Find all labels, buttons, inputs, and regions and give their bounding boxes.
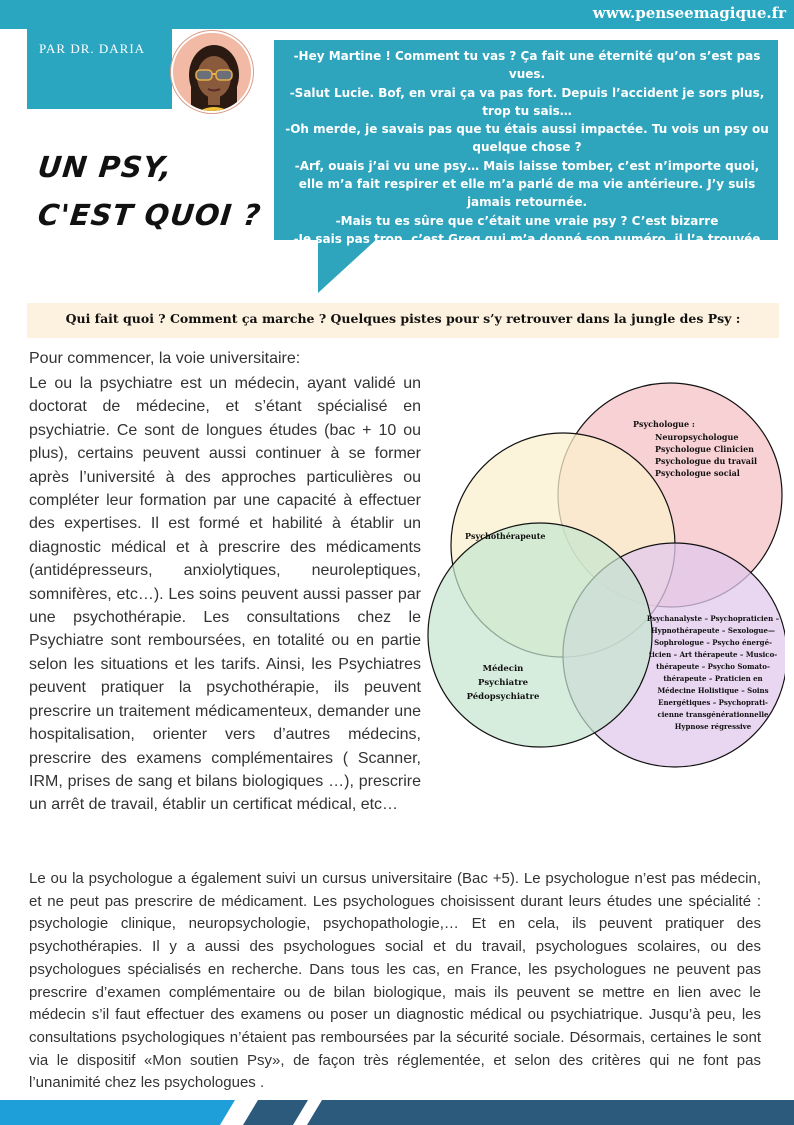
venn-psychologue-item: Psychologue Clinicien — [655, 444, 754, 454]
question-heading: Qui fait quoi ? Comment ça marche ? Quelques pistes pour s’y retrouver dans la jungle des Psy : — [65, 311, 741, 326]
venn-alternatives-line: ticien – Art thérapeute – Musico- — [648, 650, 778, 659]
footer-stripe — [243, 1100, 308, 1125]
venn-alternatives-line: Energétiques – Psychoprati- — [658, 698, 768, 707]
venn-medecin-line: Psychiatre — [477, 678, 529, 688]
venn-medecin-line: Pédopsychiatre — [466, 692, 540, 702]
footer-stripe — [307, 1100, 794, 1125]
top-bar — [0, 0, 794, 29]
venn-psychologue-item: Psychologue du travail — [655, 456, 758, 466]
venn-diagram — [425, 380, 785, 780]
question-band — [27, 303, 779, 338]
dialogue-line: -Je sais pas trop, c’est Greg qui m’a donné son numéro, il l’a trouvée sur FB. — [293, 231, 761, 265]
venn-alternatives-line: Psychanalyste – Psychopraticien – — [646, 614, 780, 623]
venn-psychotherapeute-label: Psychothérapeute — [465, 531, 546, 541]
venn-psychologue-item: Psychologue social — [655, 468, 740, 478]
page-title-line1: UN PSY, — [36, 150, 175, 184]
venn-psychologue-item: Neuropsychologue — [655, 432, 739, 442]
psychologue-paragraph: Le ou la psychologue a également suivi un cursus universitaire (Bac +5). Le psychologue n’est pas médecin, et ne peut pas prescrire de médicament. Les psychologues choisissent durant leurs études une spécialité : psychologie clinique, neuropsychologie, psychopathologie,… Et en cela, ils peuvent pratiquer des psychothérapies. Il y a aussi des psychologues social et du travail, psychologues scolaires, ou des psychologues spécialisés en recherche. Dans tous les cas, en France, les psychologues ne peuvent pas prescrire d’examen complémentaire ou de bilan biologique, mais ils peuvent se mettre en lien avec le médecin s’il faut effectuer des examens ou poser un diagnostic médical ou psychiatrique. Jusqu’à peu, les consultations psychologiques n’étaient pas remboursées par la sécurité sociale. Désormais, certaines le sont via le dispositif «Mon soutien Psy», de façon très réglementée, et selon des critères qui ne font pas l’unanimité chez les psychologues . — [29, 870, 761, 1092]
venn-circle-medecin — [428, 523, 652, 747]
site-url[interactable]: www.penseemagique.fr — [592, 4, 786, 22]
venn-alternatives-line: thérapeute – Praticien en — [663, 674, 763, 683]
dialogue-text — [284, 47, 770, 267]
psychiatre-paragraph: Le ou la psychiatre est un médecin, ayant validé un doctorat de médecine, et s’étant spécialisé en psychiatrie. Ce sont de longues études (bac + 10 ou plus), certains peuvent aussi continuer à se former après l’université à des approches particulières ou compléter leur formation par une capacité à effectuer des expertises. Il est formé et habilité à établir un diagnostic médical et à prescrire des médicaments (antidépresseurs, anxiolytiques, neuroleptiques, somnifères, etc…). Les soins peuvent aussi passer par une psychothérapie. Les consultations chez le Psychiatre sont remboursées, en totalité ou en partie selon les situations et les tarifs. Ainsi, les Psychiatres peuvent pratiquer la psychothérapie, ils peuvent prescrire un traitement médicamenteux, demander une hospitalisation, orienter vers d’autres médecins, prescrire des examens complémentaires ( Scanner, IRM, prises de sang et bilans biologiques …), prescrire un arrêt de travail, établir un certificat médical, etc… — [29, 375, 421, 814]
author-box — [27, 29, 172, 109]
page-title-line2: C'EST QUOI ? — [36, 198, 264, 232]
venn-alternatives-line: Hypnothérapeute – Sexologue— — [651, 626, 775, 635]
intro-text: Pour commencer, la voie universitaire: — [29, 350, 301, 367]
avatar-illustration — [173, 33, 253, 113]
footer-stripes — [0, 1100, 794, 1125]
dialogue-line: -Arf, ouais j’ai vu une psy… Mais laisse tomber, c’est n’importe quoi, elle m’a fait respirer et elle m’a parlé de ma vie antérieure. J’y suis jamais retournée. — [294, 158, 760, 210]
avatar — [171, 31, 253, 113]
venn-alternatives-line: thérapeute – Psycho Somato- — [656, 662, 770, 671]
dialogue-line: -Oh merde, je savais pas que tu étais aussi impactée. Tu vois un psy ou quelque chose ? — [285, 122, 769, 155]
venn-psychologue-title: Psychologue : — [633, 419, 695, 429]
footer-stripe-light — [0, 1100, 235, 1125]
author-label: PAR DR. DARIA — [39, 41, 146, 56]
venn-alternatives-line: Hypnose régressive — [674, 722, 752, 731]
venn-medecin-line: Médecin — [482, 664, 524, 674]
dialogue-line: -Salut Lucie. Bof, en vrai ça va pas fort. Depuis l’accident je sors plus, trop tu sais… — [289, 85, 765, 118]
venn-alternatives-line: cienne transgénérationnelle — [657, 710, 769, 719]
dialogue-line: -Mais tu es sûre que c’était une vraie psy ? C’est bizarre — [335, 213, 719, 228]
venn-alternatives-line: Médecine Holistique – Soins — [657, 686, 769, 695]
venn-alternatives-line: Sophrologue – Psycho énergé- — [654, 638, 772, 647]
dialogue-line: -Hey Martine ! Comment tu vas ? Ça fait une éternité qu’on s’est pas vues. — [293, 49, 761, 82]
